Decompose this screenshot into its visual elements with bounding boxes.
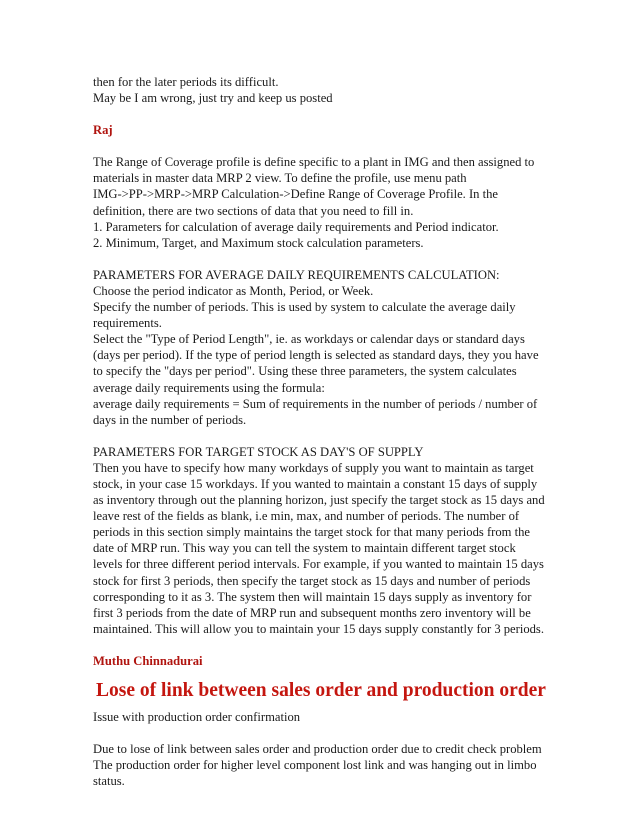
text-line: periods in this section simply maintains the target stock for that many periods from the: [93, 525, 530, 540]
text-line: PARAMETERS FOR AVERAGE DAILY REQUIREMENTS CALCULATION:: [93, 267, 500, 282]
intro-text: [93, 74, 553, 106]
text-line: corresponding to it as 3. The system then will maintain 15 days supply as inventory for: [93, 589, 532, 604]
text-line: Select the "Type of Period Length", ie. as workdays or calendar days or standard days: [93, 332, 525, 347]
text-line: The Range of Coverage profile is define specific to a plant in IMG and then assigned to: [93, 155, 535, 170]
text-line: stock, in your case 15 workdays. If you wanted to maintain a constant 15 days of supply: [93, 476, 538, 491]
text-line: 2. Minimum, Target, and Maximum stock calculation parameters.: [93, 235, 424, 250]
text-line: first 3 periods from the date of MRP run and subsequent months zero inventory will be: [93, 605, 531, 620]
page-content: [93, 74, 553, 789]
text-line: stock for first 3 periods, then specify the target stock as 15 days and number of periods: [93, 573, 531, 588]
text-line: The production order for higher level component lost link and was hanging out in limbo: [93, 758, 537, 773]
section-subtitle: Issue with production order confirmation: [93, 710, 301, 724]
text-line: then for the later periods its difficult.: [93, 75, 279, 89]
text-line: as inventory through out the planning horizon, just specify the target stock as 15 days and: [93, 493, 545, 508]
text-line: Then you have to specify how many workdays of supply you want to maintain as target: [93, 460, 534, 475]
section-body: [93, 741, 553, 789]
text-line: levels for three different period intervals. For example, if you wanted to maintain 15 days: [93, 557, 544, 572]
text-line: days in the number of periods.: [93, 412, 247, 427]
text-line: average daily requirements = Sum of requirements in the number of periods / number of: [93, 396, 538, 411]
author-name: Muthu Chinnadurai: [93, 653, 203, 668]
text-line: date of MRP run. This way you can tell the system to maintain different target stock: [93, 541, 516, 556]
text-line: status.: [93, 774, 125, 789]
text-line: May be I am wrong, just try and keep us posted: [93, 91, 333, 106]
coverage-profile-paragraph: [93, 154, 553, 251]
text-line: leave rest of the fields as blank, i.e min, max, and number of periods. The number of: [93, 509, 520, 524]
text-line: maintained. This will allow you to maintain your 15 days supply constantly for 3 periods.: [93, 621, 544, 636]
text-line: (days per period). If the type of period length is selected as standard days, they you have: [93, 348, 539, 363]
text-line: Specify the number of periods. This is used by system to calculate the average daily: [93, 300, 516, 315]
text-line: to specify the "days per period". Using these three parameters, the system calculates: [93, 364, 517, 379]
text-line: Choose the period indicator as Month, Period, or Week.: [93, 283, 374, 298]
text-line: requirements.: [93, 316, 162, 331]
average-daily-requirements-paragraph: [93, 267, 553, 428]
text-line: average daily requirements using the formula:: [93, 380, 325, 395]
author-name: Raj: [93, 123, 113, 138]
section-heading: Lose of link between sales order and production order: [96, 680, 546, 701]
text-line: materials in master data MRP 2 view. To define the profile, use menu path: [93, 171, 467, 186]
text-line: definition, there are two sections of data that you need to fill in.: [93, 203, 414, 218]
text-line: IMG->PP->MRP->MRP Calculation->Define Range of Coverage Profile. In the: [93, 187, 498, 202]
text-line: 1. Parameters for calculation of average daily requirements and Period indicator.: [93, 219, 499, 234]
text-line: PARAMETERS FOR TARGET STOCK AS DAY'S OF SUPPLY: [93, 444, 424, 459]
target-stock-paragraph: [93, 444, 553, 637]
text-line: Due to lose of link between sales order and production order due to credit check problem: [93, 742, 542, 757]
